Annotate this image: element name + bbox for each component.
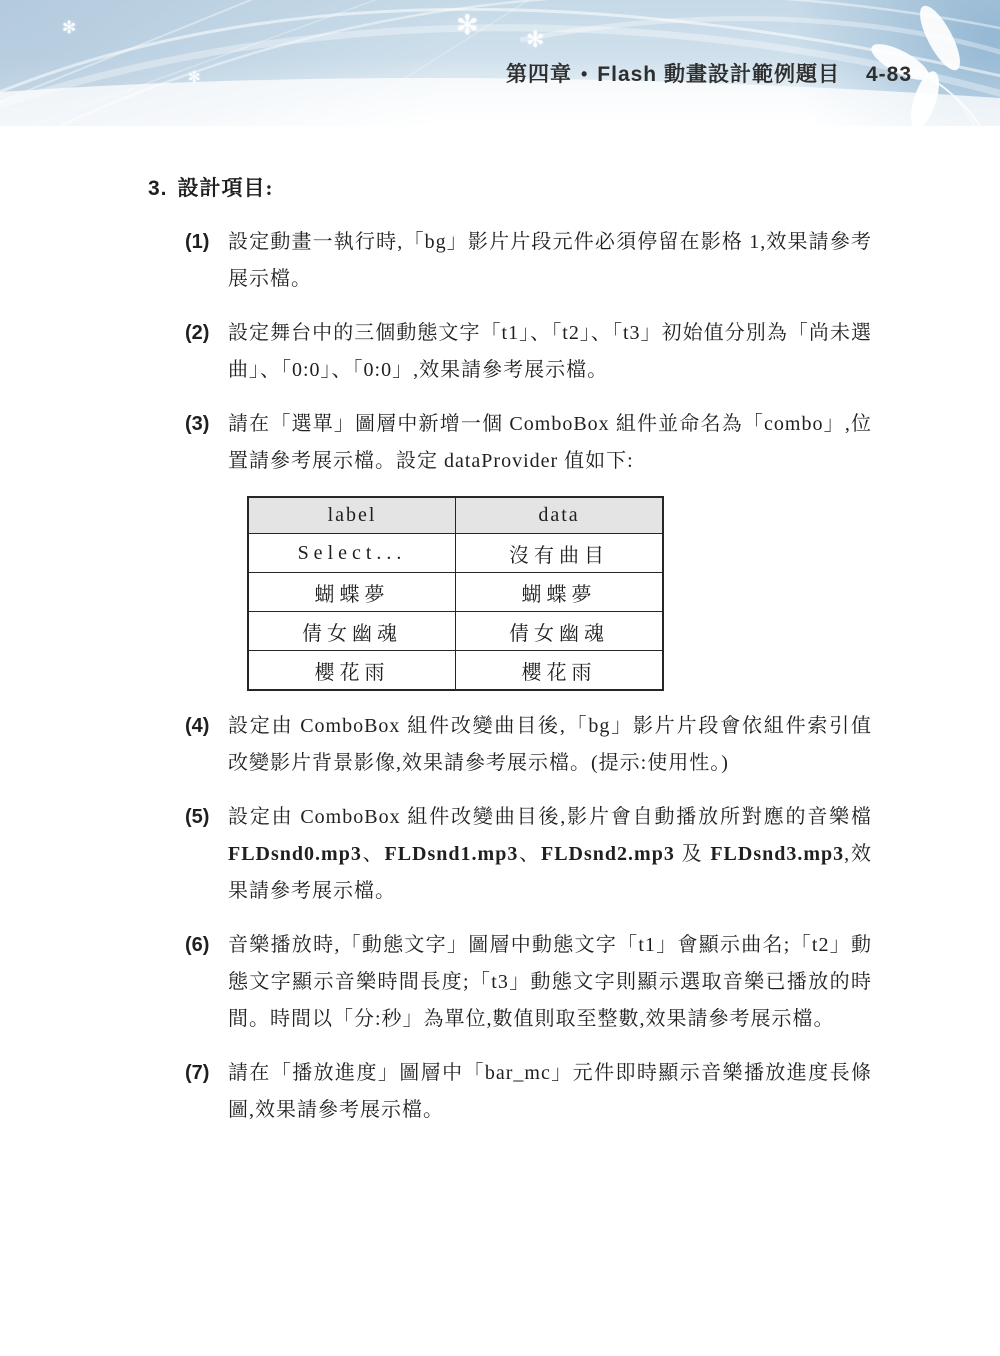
bullet-separator: • (580, 64, 589, 84)
item-number: (2) (185, 322, 210, 344)
text-segment: 設定由 ComboBox 組件改變曲目後,影片會自動播放所對應的音樂檔 (228, 806, 872, 828)
flower-icon: ✻ (188, 68, 201, 86)
list-item (148, 315, 872, 389)
dataprovider-table (247, 496, 664, 691)
text-segment: 請在「播放進度」圖層中「bar_mc」元件即時顯示音樂播放進度長條圖,效果請參考展示檔。 (228, 1062, 872, 1121)
flower-icon: ✻ (456, 10, 479, 41)
table-header-row (248, 497, 663, 534)
section-title: 設計項目: (177, 176, 274, 200)
item-number: (4) (185, 715, 210, 737)
table-cell: 蝴蝶夢 (456, 573, 664, 612)
list-item (148, 1055, 872, 1129)
text-segment: 、 (361, 843, 385, 865)
text-segment: 及 (674, 843, 711, 865)
item-number: (1) (185, 231, 210, 253)
flower-icon: ✻ (526, 28, 545, 53)
chapter-title: Flash 動畫設計範例題目 (597, 63, 840, 86)
list-item (148, 708, 872, 782)
running-header (506, 58, 912, 88)
table-cell: 倩女幽魂 (456, 612, 664, 651)
filename-bold: FLDsnd2.mp3 (541, 843, 675, 865)
item-number: (7) (185, 1062, 210, 1084)
list-item (148, 406, 872, 480)
list-item (148, 927, 872, 1038)
filename-bold: FLDsnd3.mp3 (710, 843, 845, 865)
item-text (228, 1055, 872, 1129)
filename-bold: FLDsnd0.mp3 (228, 843, 362, 865)
flower-icon: ✻ (62, 18, 77, 38)
item-number: (5) (185, 806, 210, 828)
filename-bold: FLDsnd1.mp3 (384, 843, 519, 865)
text-segment: 音樂播放時,「動態文字」圖層中動態文字「t1」會顯示曲名;「t2」動態文字顯示音樂時間長度;「t3」動態文字則顯示選取音樂已播放的時間。時間以「分:秒」為單位,數值則取至整數,效果請參考展示檔。 (228, 934, 872, 1030)
table-cell: 沒有曲目 (456, 534, 664, 573)
section-number: 3. (148, 177, 168, 200)
page-number: 4-83 (865, 63, 912, 86)
item-text (228, 927, 872, 1038)
chapter-label: 第四章 (505, 63, 572, 86)
table-row (248, 612, 663, 651)
table-cell: 蝴蝶夢 (248, 573, 456, 612)
table-row (248, 573, 663, 612)
item-text (228, 406, 872, 480)
table-cell: 倩女幽魂 (248, 612, 456, 651)
design-items-list (148, 224, 872, 1129)
text-segment: 設定由 ComboBox 組件改變曲目後,「bg」影片片段會依組件索引值改變影片背景影像,效果請參考展示檔。(提示:使用性。) (228, 715, 872, 774)
table-row (248, 651, 663, 691)
page-header-banner (0, 0, 1000, 126)
item-text (228, 315, 872, 389)
table-row (248, 534, 663, 573)
text-segment: 請在「選單」圖層中新增一個 ComboBox 組件並命名為「combo」,位置請參考展示檔。設定 dataProvider 值如下: (228, 413, 872, 472)
item-text (228, 799, 872, 910)
table-cell: Select... (248, 534, 456, 573)
item-number: (6) (185, 934, 210, 956)
text-segment: 設定動畫一執行時,「bg」影片片段元件必須停留在影格 1,效果請參考展示檔。 (228, 231, 872, 290)
text-segment: 、 (518, 843, 541, 865)
text-segment: ,效果請參考展示檔。 (228, 843, 872, 902)
table-column-header: label (248, 497, 456, 534)
table-column-header: data (456, 497, 664, 534)
item-text (228, 708, 872, 782)
table-cell: 櫻花雨 (248, 651, 456, 691)
list-item (148, 799, 872, 910)
item-number: (3) (185, 413, 210, 435)
item-text (228, 224, 872, 298)
table-cell: 櫻花雨 (456, 651, 664, 691)
list-item (148, 224, 872, 298)
section-heading (148, 170, 872, 207)
page-content (0, 126, 1000, 1129)
text-segment: 設定舞台中的三個動態文字「t1」、「t2」、「t3」初始值分別為「尚未選曲」、「0:0」、「0:0」,效果請參考展示檔。 (228, 322, 872, 381)
